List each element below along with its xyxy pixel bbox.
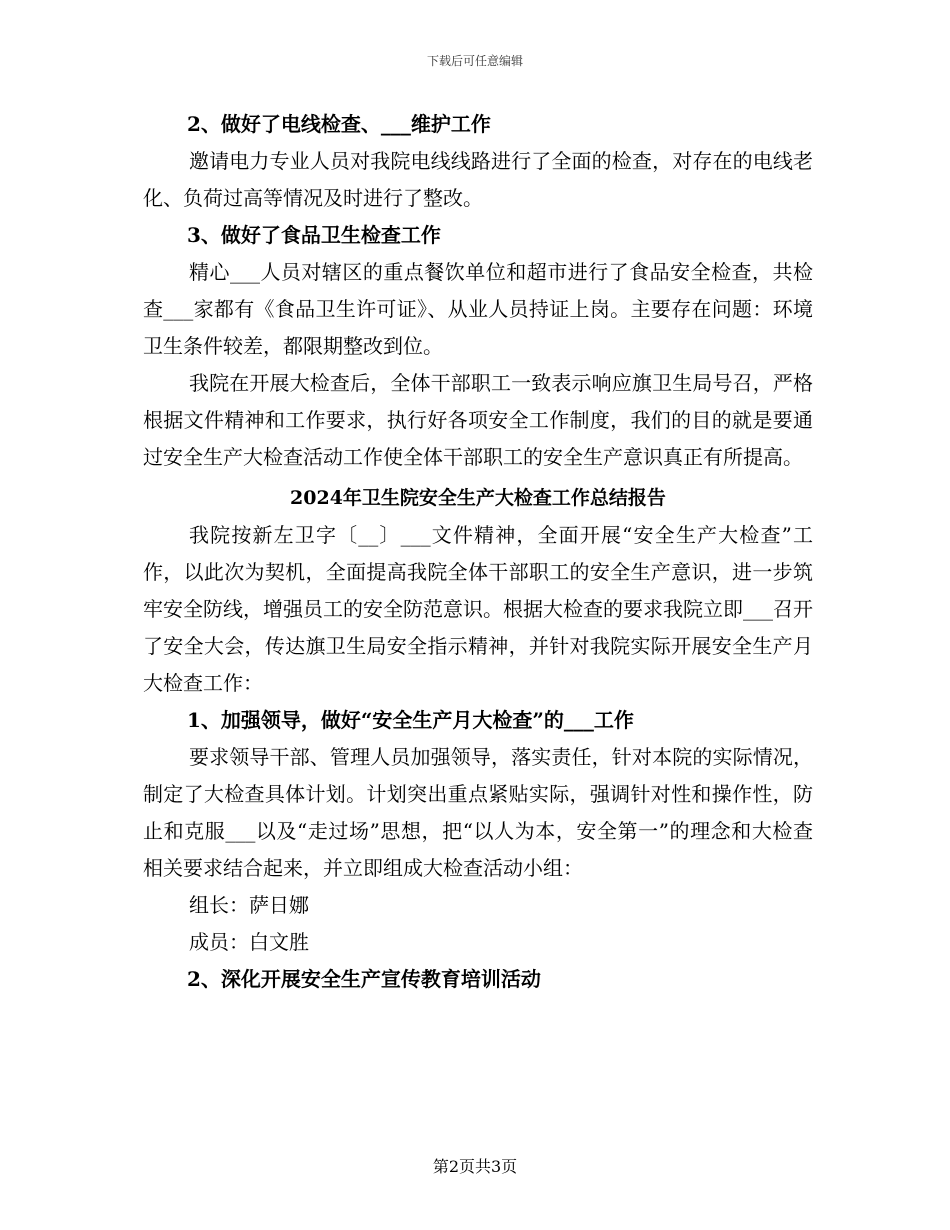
- paragraph-wire-check: 邀请电力专业人员对我院电线线路进行了全面的检查，对存在的电线老化、负荷过高等情况及时进行了整改。: [143, 149, 813, 210]
- paragraph-intro: 我院按新左卫字〔__〕___文件精神，全面开展“安全生产大检查”工作，以此次为契机，全面提高我院全体干部职工的安全生产意识，进一步筑牢安全防线，增强员工的安全防范意识。根据大检查的要求我院立即___召开了安全大会，传达旗卫生局安全指示精神，并针对我院实际开展安全生产月大检查工作：: [143, 523, 813, 695]
- paragraph-team-member: 成员：白文胜: [189, 930, 309, 954]
- paragraph-summary: 我院在开展大检查后，全体干部职工一致表示响应旗卫生局号召，严格根据文件精神和工作要求，执行好各项安全工作制度，我们的目的就是要通过安全生产大检查活动工作使全体干部职工的安全生产意识真正有所提高。: [143, 371, 813, 469]
- section-heading-leadership: 1、加强领导，做好“安全生产月大检查”的___工作: [187, 708, 634, 732]
- section-heading-wire-check: 2、做好了电线检查、___维护工作: [187, 112, 491, 136]
- section-heading-training: 2、深化开展安全生产宣传教育培训活动: [187, 967, 541, 991]
- document-body: [143, 106, 813, 998]
- paragraph-team-leader: 组长：萨日娜: [189, 893, 309, 917]
- page-number: 第2页共3页: [432, 1157, 518, 1176]
- report-title: 2024年卫生院安全生产大检查工作总结报告: [290, 487, 666, 509]
- paragraph-leadership: 要求领导干部、管理人员加强领导，落实责任，针对本院的实际情况，制定了大检查具体计划。计划突出重点紧贴实际，强调针对性和操作性，防止和克服___以及“走过场”思想，把“以人为本，安全第一”的理念和大检查相关要求结合起来，并立即组成大检查活动小组：: [143, 745, 813, 880]
- paragraph-food-check: 精心___人员对辖区的重点餐饮单位和超市进行了食品安全检查，共检查___家都有《食品卫生许可证》、从业人员持证上岗。主要存在问题：环境卫生条件较差，都限期整改到位。: [143, 260, 813, 358]
- page-header: 下载后可任意编辑: [426, 54, 523, 68]
- section-heading-food-check: 3、做好了食品卫生检查工作: [187, 223, 441, 247]
